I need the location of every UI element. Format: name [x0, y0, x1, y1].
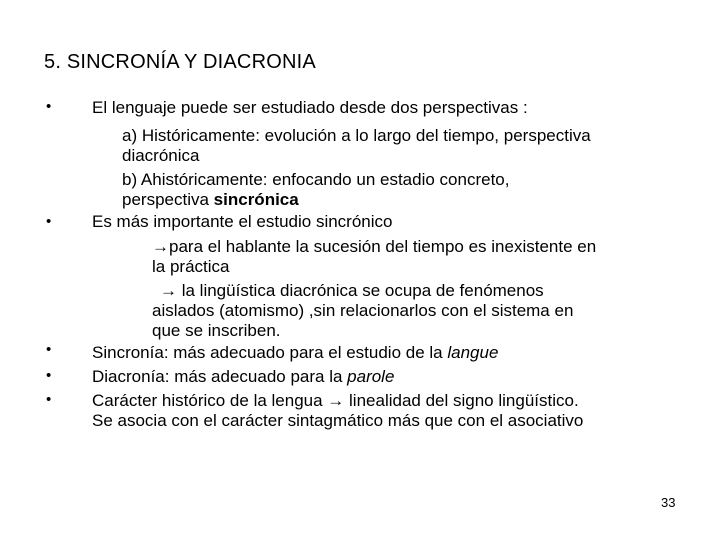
- item1-b-prefix: perspectiva: [122, 190, 214, 209]
- item3-line: [92, 343, 498, 363]
- item2-sub1-line2: la práctica: [152, 257, 230, 276]
- item2-sub2-text: la lingüística diacrónica se ocupa de fenómenos: [177, 281, 544, 300]
- arrow-icon: →: [327, 391, 345, 410]
- bullet-5: •: [46, 391, 52, 408]
- item5-suffix: linealidad del signo lingüístico.: [344, 391, 579, 410]
- bullet-4: •: [46, 367, 52, 384]
- item4-prefix: Diacronía: más adecuado para la: [92, 367, 348, 386]
- page-number: 33: [661, 495, 676, 510]
- item1-main: El lenguaje puede ser estudiado desde dos perspectivas :: [92, 98, 528, 117]
- bullet-3: •: [46, 341, 52, 358]
- bullet-2: •: [46, 213, 52, 230]
- item4-term: parole: [347, 367, 395, 386]
- item5-prefix: Carácter histórico de la lengua: [92, 391, 328, 410]
- arrow-icon: →: [152, 237, 169, 256]
- item3-term: langue: [447, 343, 499, 362]
- item1-a-line2: diacrónica: [122, 146, 200, 165]
- item1-a-line1: a) Históricamente: evolución a lo largo del tiempo, perspectiva: [122, 126, 591, 145]
- item2-sub1-text: para el hablante la sucesión del tiempo es inexistente en: [169, 237, 597, 256]
- bullet-1: •: [46, 98, 52, 115]
- item5-line1: [92, 391, 579, 411]
- item2-sub2-line1: [160, 281, 544, 301]
- arrow-icon: →: [160, 281, 177, 300]
- item4-line: [92, 367, 394, 387]
- item2-sub1-line1: [152, 237, 596, 257]
- slide-title: 5. SINCRONÍA Y DIACRONIA: [44, 51, 316, 73]
- item2-main: Es más importante el estudio sincrónico: [92, 212, 393, 231]
- item1-b-line1: b) Ahistóricamente: enfocando un estadio concreto,: [122, 170, 510, 189]
- item2-sub2-line2: aislados (atomismo) ,sin relacionarlos con el sistema en: [152, 301, 574, 320]
- item5-line2: Se asocia con el carácter sintagmático más que con el asociativo: [92, 411, 584, 430]
- item1-b-line2: [122, 190, 299, 210]
- item2-sub2-line3: que se inscriben.: [152, 321, 281, 340]
- item1-b-bold: sincrónica: [213, 190, 299, 209]
- item3-prefix: Sincronía: más adecuado para el estudio de la: [92, 343, 448, 362]
